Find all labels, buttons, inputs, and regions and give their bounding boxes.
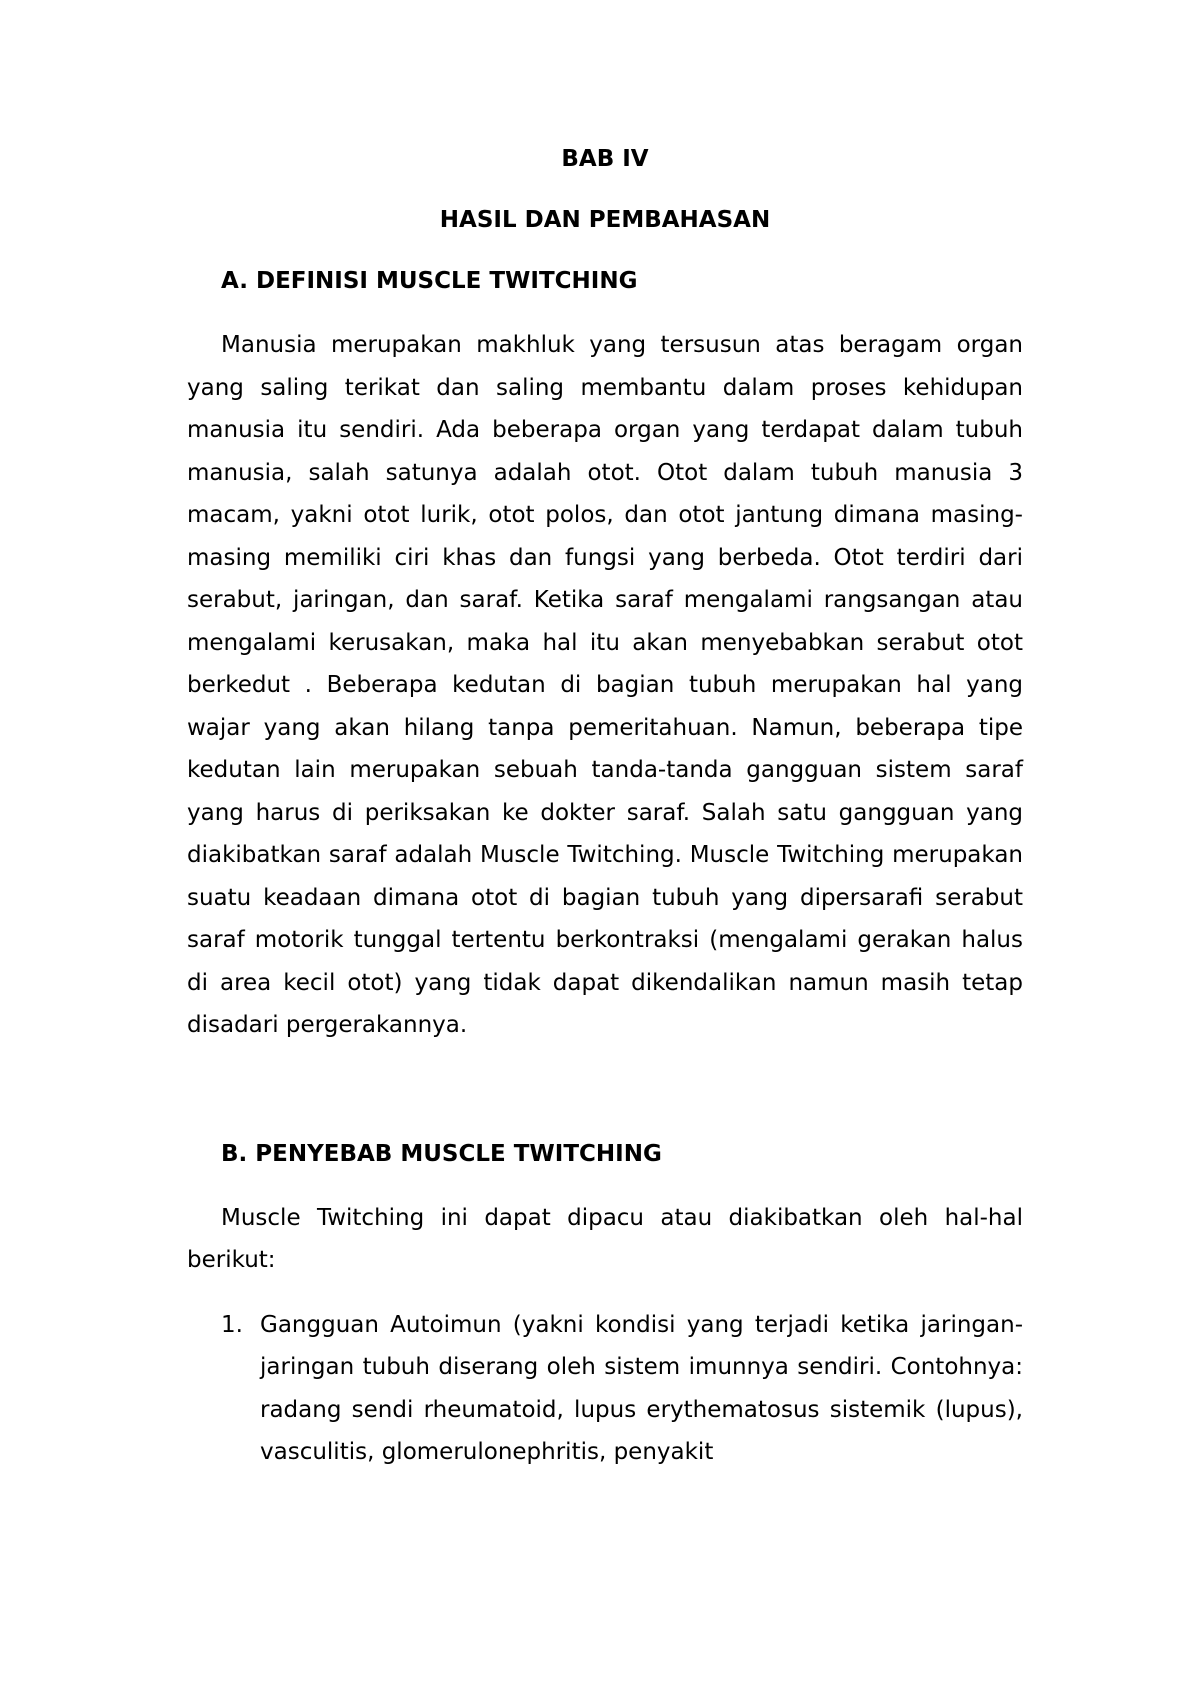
section-a-heading: A. DEFINISI MUSCLE TWITCHING <box>221 268 638 294</box>
cause-list <box>187 1304 1023 1474</box>
section-a-paragraph: Manusia merupakan makhluk yang tersusun atas beragam organ yang saling terikat dan saling membantu dalam proses kehidupan manusia itu sendiri. Ada beberapa organ yang terdapat dalam tubuh manusia, salah satunya adalah otot. Otot dalam tubuh manusia 3 macam, yakni otot lurik, otot polos, dan otot jantung dimana masing-masing memiliki ciri khas dan fungsi yang berbeda. Otot terdiri dari serabut, jaringan, dan saraf. Ketika saraf mengalami rangsangan atau mengalami kerusakan, maka hal itu akan menyebabkan serabut otot berkedut . Beberapa kedutan di bagian tubuh merupakan hal yang wajar yang akan hilang tanpa pemeritahuan. Namun, beberapa tipe kedutan lain merupakan sebuah tanda-tanda gangguan sistem saraf yang harus di periksakan ke dokter saraf. Salah satu gangguan yang diakibatkan saraf adalah Muscle Twitching. Muscle Twitching merupakan suatu keadaan dimana otot di bagian tubuh yang dipersarafi serabut saraf motorik tunggal tertentu berkontraksi (mengalami gerakan halus di area kecil otot) yang tidak dapat dikendalikan namun masih tetap disadari pergerakannya. <box>187 332 1023 1038</box>
section-b-intro: Muscle Twitching ini dapat dipacu atau diakibatkan oleh hal-hal berikut: <box>187 1204 1023 1273</box>
list-item-text: Gangguan Autoimun (yakni kondisi yang terjadi ketika jaringan-jaringan tubuh diserang oleh sistem imunnya sendiri. Contohnya: radang sendi rheumatoid, lupus erythematosus sistemik (lupus), vasculitis, glomerulonephritis, penyakit <box>260 1311 1023 1465</box>
list-item <box>187 1304 1023 1474</box>
chapter-title: HASIL DAN PEMBAHASAN <box>439 207 771 233</box>
section-b-heading: B. PENYEBAB MUSCLE TWITCHING <box>221 1140 662 1167</box>
chapter-number: BAB IV <box>561 146 649 172</box>
page-content <box>187 143 1023 1474</box>
list-item-number: 1. <box>221 1311 243 1338</box>
